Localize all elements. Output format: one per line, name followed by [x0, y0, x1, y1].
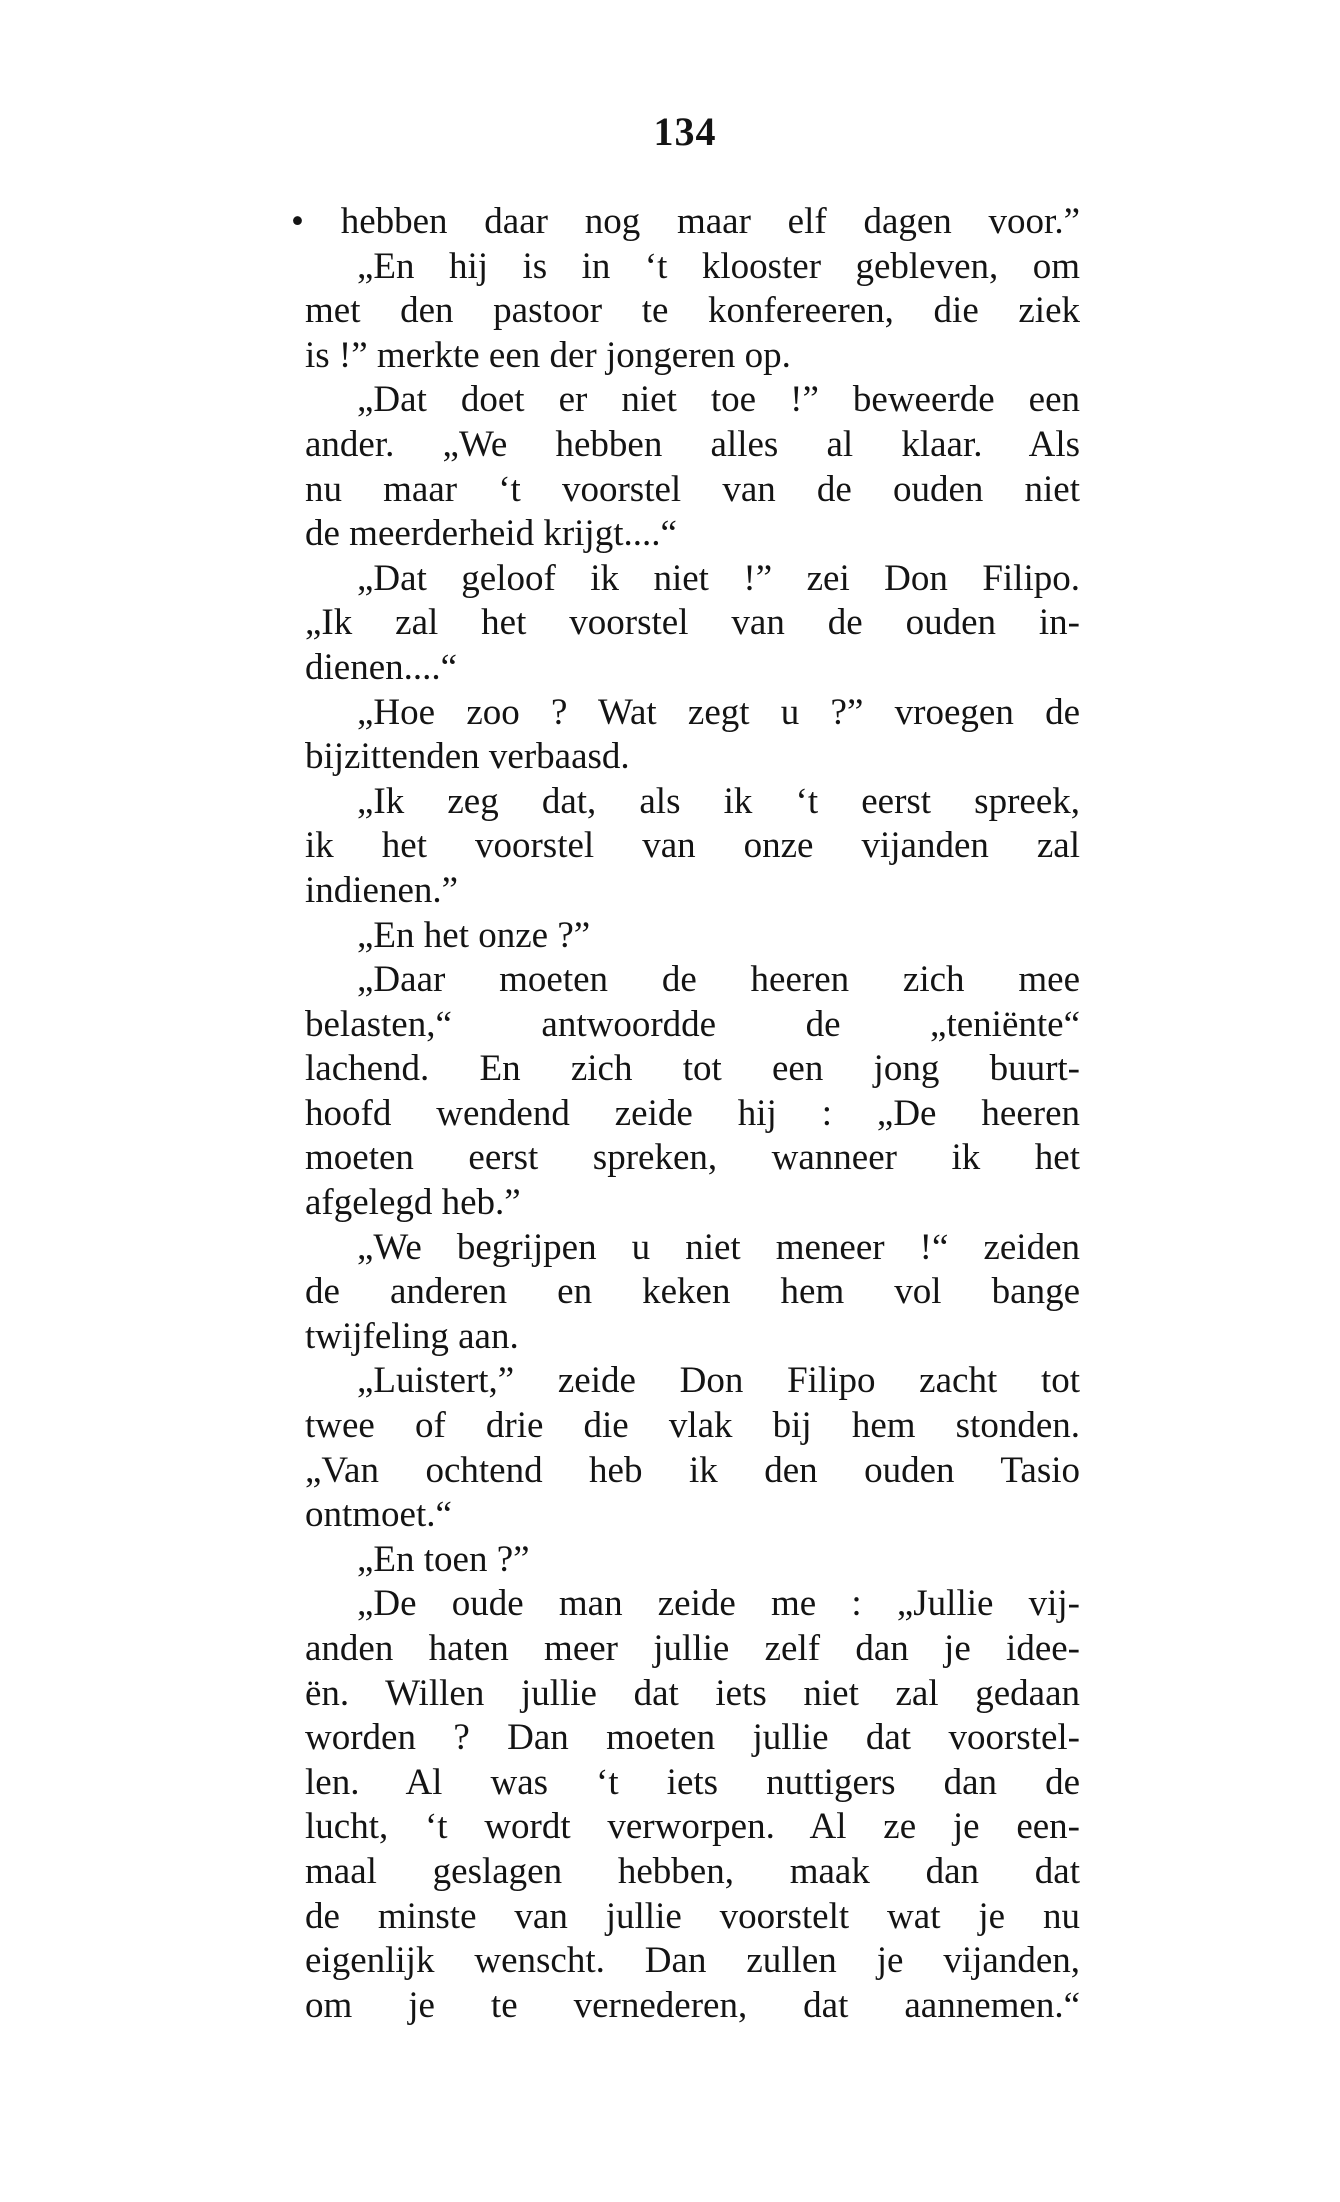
text-line: dienen....“ — [305, 646, 458, 688]
text-line: twijfeling aan. — [305, 1315, 519, 1357]
text-line: „Ik zeg dat, als ik ‘t eerst spreek, — [357, 780, 1080, 822]
text-line: anden haten meer jullie zelf dan je idee- — [305, 1628, 1080, 1669]
text-line: • hebben daar nog maar elf dagen voor.” — [291, 201, 1080, 242]
text-line: „De oude man zeide me : „Jullie vij- — [357, 1583, 1080, 1625]
text-line: nu maar ‘t voorstel van de ouden niet — [305, 468, 1080, 510]
text-line: ander. „We hebben alles al klaar. Als — [305, 423, 1080, 465]
text-line: ën. Willen jullie dat iets niet zal gedaan — [305, 1672, 1080, 1714]
text-line: indienen.” — [305, 869, 459, 911]
body-text — [291, 200, 1080, 2028]
text-line: „Dat geloof ik niet !” zei Don Filipo. — [357, 557, 1080, 599]
text-line: hoofd wendend zeide hij : „De heeren — [305, 1092, 1080, 1134]
text-line: „Ik zal het voorstel van de ouden in- — [305, 602, 1080, 644]
text-line: len. Al was ‘t iets nuttigers dan de — [305, 1761, 1080, 1803]
text-line: ik het voorstel van onze vijanden zal — [305, 825, 1080, 867]
text-line: bijzittenden verbaasd. — [305, 736, 630, 778]
text-line: „En toen ?” — [357, 1538, 530, 1580]
text-line: „En het onze ?” — [357, 914, 591, 956]
text-line: afgelegd heb.” — [305, 1182, 521, 1224]
text-line: „We begrijpen u niet meneer !“ zeiden — [357, 1226, 1080, 1268]
text-line: belasten,“ antwoordde de „teniënte“ — [305, 1003, 1080, 1045]
text-line: de minste van jullie voorstelt wat je nu — [305, 1895, 1080, 1937]
text-line: lucht, ‘t wordt verworpen. Al ze je een- — [305, 1806, 1080, 1848]
text-line: „Daar moeten de heeren zich mee — [357, 959, 1080, 1001]
text-line: „En hij is in ‘t klooster gebleven, om — [357, 245, 1080, 287]
text-line: de meerderheid krijgt....“ — [305, 513, 677, 555]
text-line: de anderen en keken hem vol bange — [305, 1271, 1080, 1313]
text-line: worden ? Dan moeten jullie dat voorstel- — [305, 1717, 1080, 1759]
text-line: „Hoe zoo ? Wat zegt u ?” vroegen de — [357, 691, 1080, 733]
text-line: „Van ochtend heb ik den ouden Tasio — [305, 1449, 1080, 1491]
text-line: eigenlijk wenscht. Dan zullen je vijanden, — [305, 1940, 1080, 1982]
text-line: maal geslagen hebben, maak dan dat — [305, 1850, 1080, 1892]
page-number: 134 — [653, 109, 717, 154]
text-line: is !” merkte een der jongeren op. — [305, 334, 791, 376]
text-line: moeten eerst spreken, wanneer ik het — [305, 1137, 1080, 1179]
text-line: met den pastoor te konfereeren, die ziek — [305, 290, 1080, 332]
text-line: „Dat doet er niet toe !” beweerde een — [357, 379, 1080, 421]
text-line: ontmoet.“ — [305, 1494, 452, 1536]
text-line: twee of drie die vlak bij hem stonden. — [305, 1405, 1080, 1447]
text-line: om je te vernederen, dat aannemen.“ — [305, 1984, 1080, 2026]
text-line: „Luistert,” zeide Don Filipo zacht tot — [357, 1360, 1080, 1402]
text-line: lachend. En zich tot een jong buurt- — [305, 1048, 1080, 1090]
